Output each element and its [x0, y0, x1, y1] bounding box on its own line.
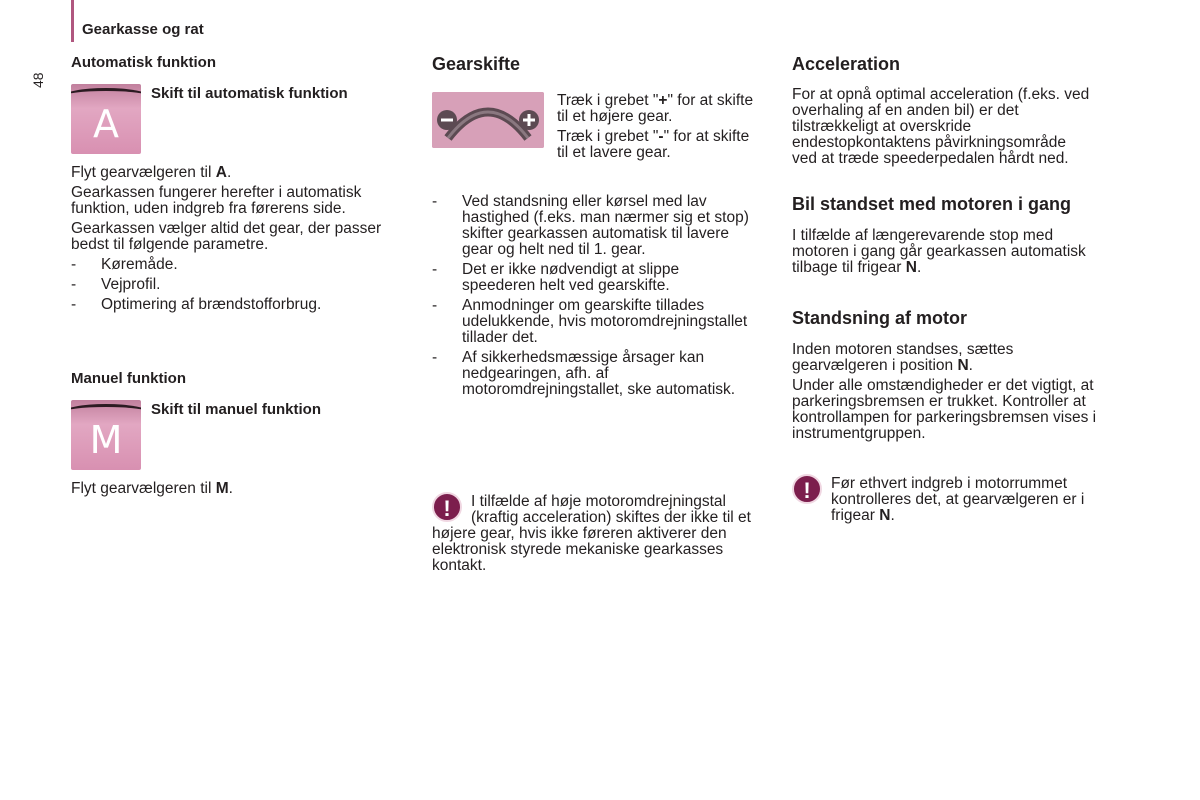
- stop-engine-paragraph-2: Under alle omstændigheder er det vigtigt, at parkeringsbremsen er trukket. Kontroller at kontrollampen for parkeringsbremsen vises i instrumentgruppen.: [792, 377, 1097, 442]
- list-item: - Det er ikke nødvendigt at slippe speederen helt ved gearskifte.: [432, 261, 680, 294]
- page-number: 48: [30, 72, 46, 88]
- warning-exclamation-icon: !: [792, 474, 822, 504]
- automatic-paragraph-1: Flyt gearvælgeren til A.: [71, 164, 232, 181]
- gearshift-list: [432, 194, 754, 398]
- list-item: - Vejprofil.: [71, 276, 161, 293]
- list-item: - Ved standsning eller kørsel med lav hastighed (f.eks. man nærmer sig et stop) skifter gearkassen automatisk til lavere gear og helt ned til 1. gear.: [432, 193, 749, 258]
- automatic-heading: Automatisk funktion: [71, 54, 216, 71]
- engine-bay-warning-text: Før ethvert indgreb i motorrummet kontrolleres det, at gearvælgeren er i frigear N.: [831, 475, 1085, 524]
- column-acceleration-stop: [792, 54, 1132, 524]
- page-header-title: Gearkasse og rat: [82, 21, 204, 38]
- stop-engine-heading: Standsning af motor: [792, 308, 967, 328]
- paddle-plus-text: Træk i grebet "+" for at skifte til et højere gear.: [557, 92, 754, 125]
- gearshift-heading: Gearskifte: [432, 54, 521, 74]
- stopped-engine-running-heading: Bil standset med motoren i gang: [792, 194, 1072, 214]
- header-accent-bar: [71, 0, 74, 42]
- list-item: - Af sikkerhedsmæssige årsager kan nedgearingen, afh. af motoromdrejningstallet, ske automatisk.: [432, 349, 736, 398]
- gearshift-warning-text: I tilfælde af høje motoromdrejningstal (kraftig acceleration) skiftes der ikke til et højere gear, hvis ikke føreren aktiverer den elektronisk styrede mekaniske gearkasses kontakt.: [432, 493, 751, 574]
- stop-engine-paragraph-1: Inden motoren standses, sættes gearvælgeren i position N.: [792, 341, 1014, 374]
- list-item: - Anmodninger om gearskifte tillades udelukkende, hvis motoromdrejningstallet tillader det.: [432, 297, 748, 346]
- manual-icon-row: [71, 400, 406, 470]
- steering-wheel-paddles-icon: [432, 92, 544, 148]
- manual-heading: Manuel funktion: [71, 370, 186, 387]
- column-gearshift: [432, 54, 767, 574]
- warning-exclamation-icon: !: [432, 492, 462, 522]
- column-automatic-manual: [71, 54, 406, 497]
- acceleration-heading: Acceleration: [792, 54, 901, 74]
- manual-icon-caption: Skift til manuel funktion: [151, 401, 322, 418]
- automatic-paragraph-3: Gearkassen vælger altid det gear, der passer bedst til følgende parametre.: [71, 220, 382, 253]
- stopped-engine-running-text: I tilfælde af længerevarende stop med motoren i gang går gearkassen automatisk tilbage til frigear N.: [792, 227, 1086, 276]
- automatic-icon-row: [71, 84, 406, 154]
- paddle-minus-text: Træk i grebet "-" for at skifte til et lavere gear.: [557, 128, 750, 161]
- automatic-parameter-list: [71, 257, 406, 313]
- automatic-mode-icon: A: [71, 84, 141, 154]
- automatic-paragraph-2: Gearkassen fungerer herefter i automatisk funktion, uden indgreb fra førerens side.: [71, 184, 362, 217]
- paddle-descriptions: [557, 93, 757, 161]
- engine-bay-warning: [792, 476, 1132, 524]
- list-item: - Køremåde.: [71, 256, 178, 273]
- manual-paragraph: Flyt gearvælgeren til M.: [71, 480, 233, 497]
- gearshift-warning: [432, 494, 767, 574]
- paddle-row: [432, 92, 767, 161]
- automatic-icon-caption: Skift til automatisk funktion: [151, 85, 348, 102]
- acceleration-text: For at opnå optimal acceleration (f.eks. ved overhaling af en anden bil) er det tilstrækkeligt at overskride endestopkontaktens påvirkningsområde ved at træde speederpedalen hårdt ned.: [792, 86, 1090, 167]
- list-item: - Optimering af brændstofforbrug.: [71, 296, 322, 313]
- manual-mode-icon: M: [71, 400, 141, 470]
